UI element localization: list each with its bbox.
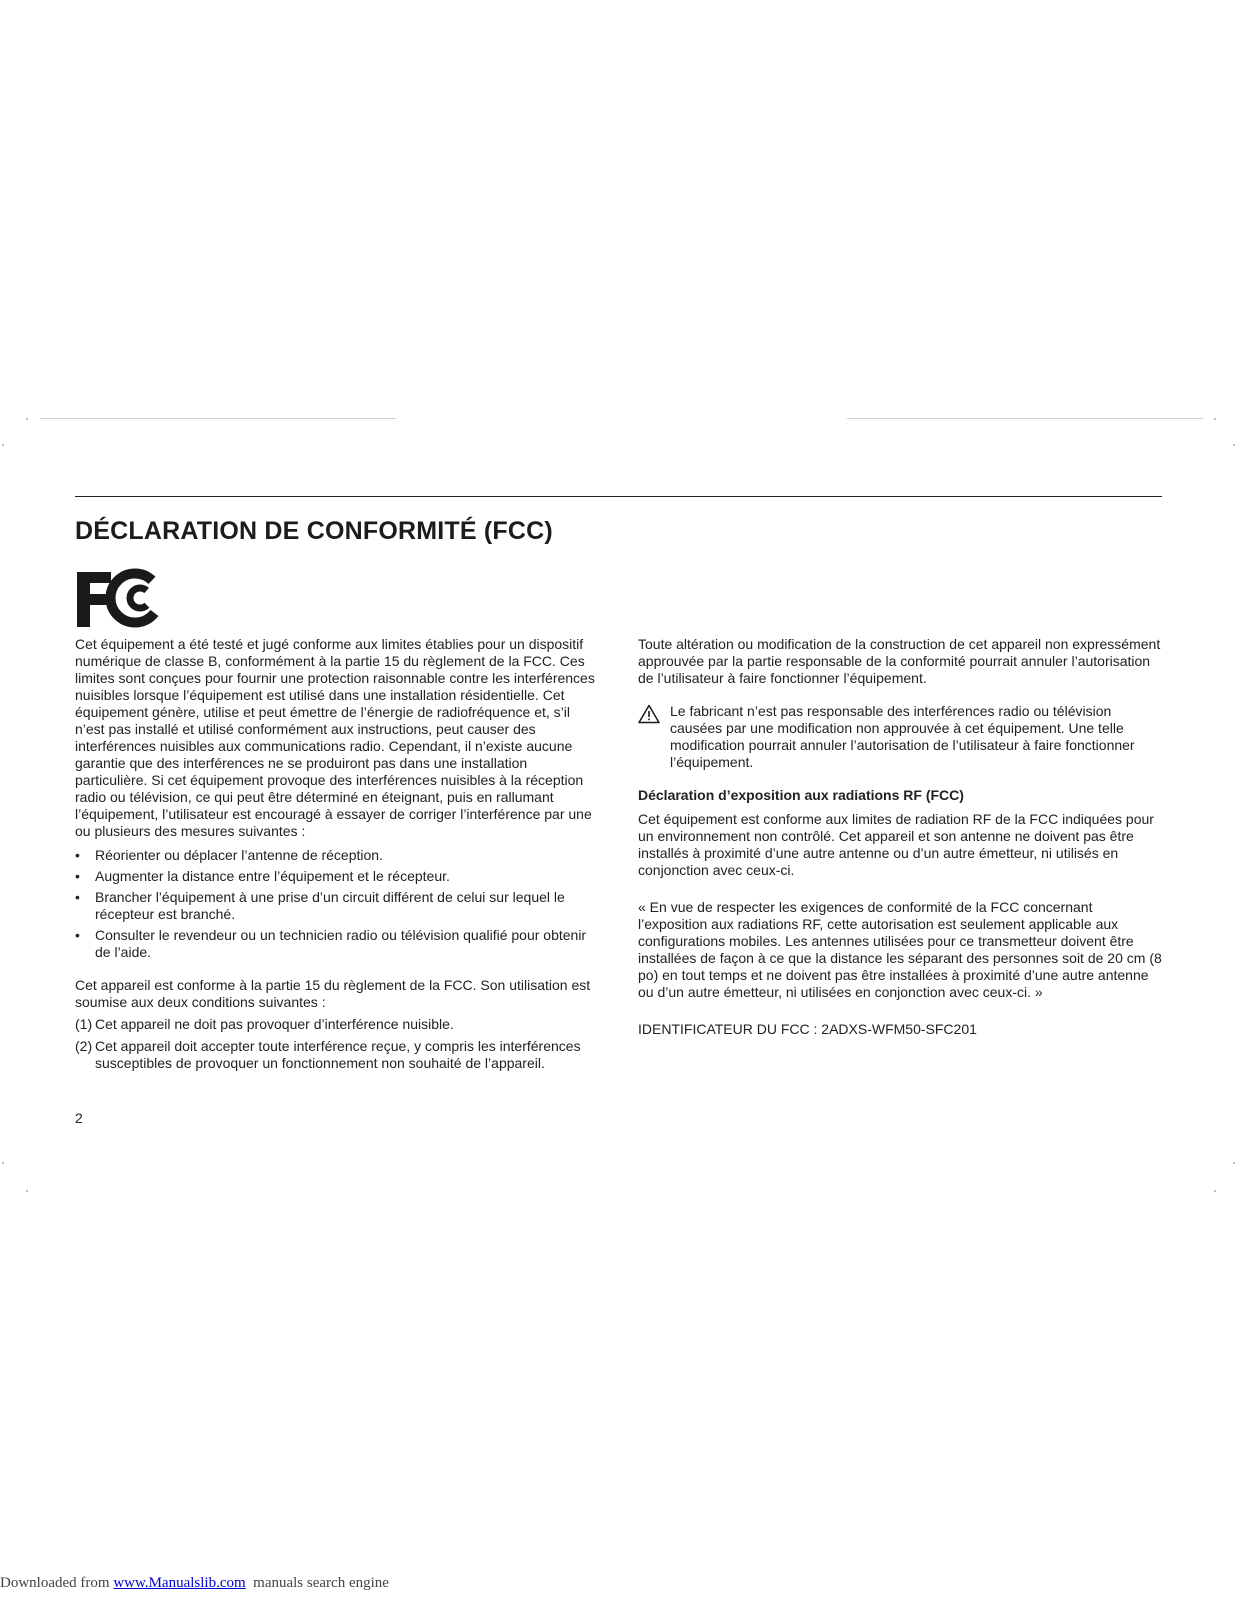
crop-mark-top-left	[40, 418, 396, 419]
download-footer	[0, 1575, 389, 1592]
crop-dot	[1214, 1190, 1216, 1192]
list-item: • Augmenter la distance entre l’équipement et le récepteur.	[75, 868, 450, 884]
bullet-icon: •	[75, 889, 80, 905]
condition-number: (1)	[75, 1016, 93, 1032]
crop-dot	[26, 1190, 28, 1192]
page-title: DÉCLARATION DE CONFORMITÉ (FCC)	[75, 517, 553, 545]
crop-dot	[2, 1162, 4, 1164]
bullet-icon: •	[75, 927, 80, 943]
rf-quote-paragraph: « En vue de respecter les exigences de conformité de la FCC concernant l’exposition aux radiations RF, cette autorisation est seulement applicable aux configurations mobiles. Les antennes utilisées pour ce transmetteur doivent être installées de façon à ce que la distance les séparant des personnes soit de 20 cm (8 po) en tout temps et ne doivent pas être installées à proximité d’une autre antenne ou d’un autre émetteur, ni utilisées en conjonction avec ceux-ci. »	[638, 899, 1162, 1000]
crop-dot	[2, 444, 4, 446]
alteration-paragraph: Toute altération ou modification de la construction de cet appareil non expressément approuvée par la partie responsable de la conformité pourrait annuler l’autorisation de l’utilisateur à faire fonctionner l’équipement.	[638, 636, 1161, 686]
condition-item: (1) Cet appareil ne doit pas provoquer d’interférence nuisible.	[75, 1016, 454, 1032]
warning-note	[638, 703, 1164, 771]
left-column	[75, 636, 595, 1072]
bullet-icon: •	[75, 847, 80, 863]
list-item: • Consulter le revendeur ou un technicien radio ou télévision qualifié pour obtenir de l’aide.	[75, 927, 587, 960]
crop-mark-top-right	[847, 418, 1203, 419]
page-number: 2	[75, 1110, 83, 1126]
footer-prefix: Downloaded from	[0, 1575, 114, 1591]
condition-item: (2) Cet appareil doit accepter toute interférence reçue, y compris les interférences susceptibles de provoquer un fonctionnement non souhaité de l’appareil.	[75, 1038, 581, 1071]
condition-number: (2)	[75, 1038, 93, 1054]
fcc-logo	[75, 568, 167, 628]
rf-heading: Déclaration d’exposition aux radiations RF (FCC)	[638, 787, 964, 803]
intro-paragraph: Cet équipement a été testé et jugé conforme aux limites établies pour un dispositif numérique de classe B, conformément à la partie 15 du règlement de la FCC. Ces limites sont conçues pour fournir une protection raisonnable contre les interférences nuisibles lorsque l’équipement est utilisé dans une installation résidentielle. Cet équipement génère, utilise et peut émettre de l’énergie de radiofréquence et, s’il n’est pas installé et utilisé conformément aux instructions, peut causer des interférences nuisibles aux communications radio. Cependant, il n’existe aucune garantie que des interférences ne se produiront pas dans une installation particulière. Si cet équipement provoque des interférences nuisibles à la réception radio ou télévision, ce qui peut être déterminé en éteignant, puis en rallumant l’équipement, l’utilisateur est encouragé à essayer de corriger l’interférence par une ou plusieurs des mesures suivantes :	[75, 636, 595, 839]
manualslib-link[interactable]: www.Manualslib.com	[113, 1575, 246, 1591]
rf-paragraph: Cet équipement est conforme aux limites de radiation RF de la FCC indiquées pour un environnement non contrôlé. Cet appareil et son antenne ne doivent pas être installés à proximité d’une autre antenne ou d’un autre émetteur, ni utilisés en conjonction avec ceux-ci.	[638, 811, 1154, 878]
header-rule	[75, 496, 1162, 497]
crop-dot	[1214, 418, 1216, 420]
compliance-paragraph: Cet appareil est conforme à la partie 15 du règlement de la FCC. Son utilisation est soumise aux deux conditions suivantes :	[75, 977, 591, 1010]
right-column	[638, 636, 1164, 1038]
fcc-id: IDENTIFICATEUR DU FCC : 2ADXS-WFM50-SFC201	[638, 1021, 977, 1037]
warning-text: Le fabricant n’est pas responsable des interférences radio ou télévision causées par une modification non approuvée à cet équipement. Une telle modification pourrait annuler l’autorisation de l’utilisateur à faire fonctionner l’équipement.	[670, 703, 1135, 770]
measures-list	[75, 847, 595, 961]
bullet-icon: •	[75, 868, 80, 884]
crop-dot	[26, 418, 28, 420]
footer-suffix: manuals search engine	[245, 1575, 389, 1591]
list-item: • Réorienter ou déplacer l’antenne de réception.	[75, 847, 383, 863]
list-item: • Brancher l’équipement à une prise d’un circuit différent de celui sur lequel le récepteur est branché.	[75, 889, 565, 922]
crop-dot	[1233, 1162, 1235, 1164]
warning-icon	[638, 704, 660, 724]
crop-dot	[1233, 444, 1235, 446]
